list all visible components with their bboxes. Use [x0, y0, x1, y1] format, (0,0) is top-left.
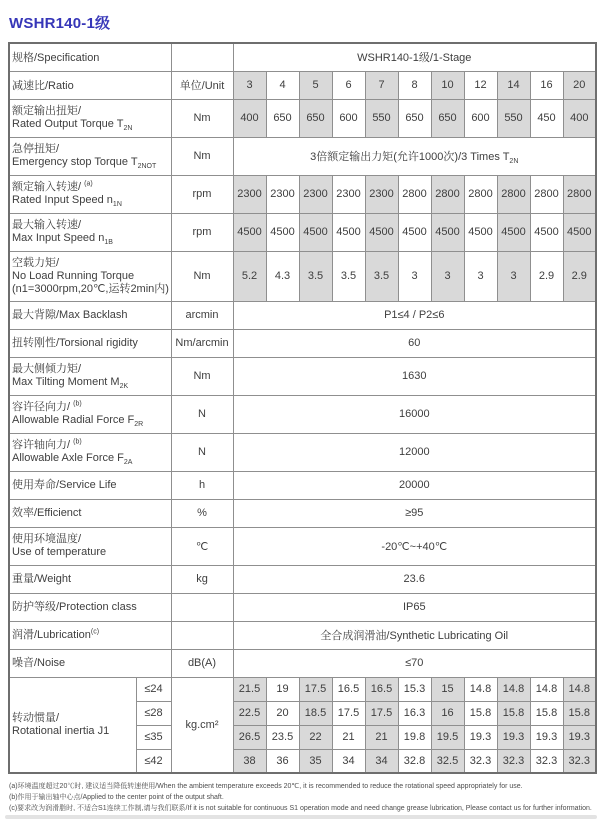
row-label-weight: [9, 565, 171, 593]
value-cell: 4500: [530, 213, 563, 251]
text-span: 最大侧倾力矩/: [12, 363, 82, 375]
inertia-value-cell: 17.5: [299, 677, 332, 701]
row-service-life: [9, 471, 596, 499]
label-line: [12, 181, 169, 194]
row-protection-class: [9, 593, 596, 621]
page-title: WSHR140-1级: [9, 15, 111, 32]
text-span: Max Input Speed n: [12, 232, 105, 244]
inertia-cond-cell: ≤35: [136, 725, 171, 749]
inertia-value-cell: 15.8: [464, 701, 497, 725]
page-bottom-divider: [5, 815, 597, 819]
text-span: 最大背隙/Max Backlash: [12, 308, 128, 321]
inertia-unit-cell: kg.cm²: [171, 677, 233, 773]
row-unit: h: [171, 471, 233, 499]
text-span: 防护等级/Protection class: [12, 600, 137, 613]
value-cell: 3: [497, 251, 530, 301]
ratio-header-cell: 7: [365, 71, 398, 99]
text-span: 额定输入转速/: [12, 181, 85, 193]
superscript-marker: (c): [90, 627, 100, 635]
inertia-value-cell: 32.8: [398, 749, 431, 773]
inertia-row: [9, 677, 596, 701]
label-line: [12, 257, 169, 270]
row-max-tilting-moment: [9, 357, 596, 395]
text-span: 使用环境温度/: [12, 533, 82, 545]
ratio-header-cell: 5: [299, 71, 332, 99]
ratio-header-cell: 12: [464, 71, 497, 99]
value-cell: 2.9: [530, 251, 563, 301]
label-line: [12, 546, 169, 559]
value-cell: 400: [563, 99, 596, 137]
text-span: Use of temperature: [12, 546, 107, 558]
text-span: 20000: [398, 479, 430, 491]
label-line: [12, 533, 169, 546]
row-unit: Nm: [171, 99, 233, 137]
text-span: 容许轴向力/: [12, 439, 74, 451]
value-cell: 4500: [299, 213, 332, 251]
text-span: 12000: [398, 446, 430, 458]
inertia-value-cell: 23.5: [266, 725, 299, 749]
row-lubrication: [9, 621, 596, 649]
text-span: 23.6: [403, 573, 425, 585]
text-span: Allowable Axle Force F: [12, 452, 124, 464]
text-span: 16000: [398, 408, 430, 420]
footnote-c: (c)要求改为润滑脂时, 不适合S1连续工作制,请与我们联系/If it is not suitable for continuous S1 operation mode and need change grease lubrication, Please contact us for further information.: [9, 805, 592, 812]
text-span: (n1=3000rpm,20℃,运转2min内): [12, 282, 169, 295]
row-label-use-of-temperature: [9, 527, 171, 565]
row-label-rated-input-speed: [9, 175, 171, 213]
row-label-torsional-rigidity: [9, 329, 171, 357]
value-cell: 650: [431, 99, 464, 137]
text-span: 容许径向力/: [12, 401, 74, 413]
value-cell: 4500: [266, 213, 299, 251]
label-line: [12, 219, 169, 232]
subscript: 2A: [123, 459, 133, 467]
value-cell: 600: [332, 99, 365, 137]
merged-value-cell: [233, 527, 596, 565]
row-unit: Nm: [171, 251, 233, 301]
spec-row-unit-cell: [171, 43, 233, 71]
value-cell: 3: [431, 251, 464, 301]
label-line: [12, 601, 169, 614]
inertia-value-cell: 32.5: [431, 749, 464, 773]
inertia-value-cell: 32.3: [497, 749, 530, 773]
ratio-header-cell: 20: [563, 71, 596, 99]
label-line: [12, 270, 169, 283]
subscript: 2N: [509, 158, 519, 166]
row-unit: Nm/arcmin: [171, 329, 233, 357]
text-span: ≥95: [405, 507, 424, 519]
inertia-value-cell: 16.5: [365, 677, 398, 701]
ratio-header-cell: 16: [530, 71, 563, 99]
text-span: 最大输入转速/: [12, 219, 82, 231]
row-unit: %: [171, 499, 233, 527]
value-cell: 4.3: [266, 251, 299, 301]
ratio-header-cell: 4: [266, 71, 299, 99]
label-line: [12, 414, 169, 427]
text-span: Rotational inertia J1: [12, 724, 110, 737]
value-cell: 2800: [497, 175, 530, 213]
row-label-rated-output-torque: [9, 99, 171, 137]
value-cell: 650: [398, 99, 431, 137]
value-cell: 4500: [464, 213, 497, 251]
row-label-max-tilting-moment: [9, 357, 171, 395]
subscript: 1N: [112, 201, 122, 209]
ratio-header-cell: 3: [233, 71, 266, 99]
value-cell: 4500: [431, 213, 464, 251]
subscript: 2R: [134, 421, 144, 429]
row-unit: rpm: [171, 175, 233, 213]
row-label-max-input-speed: [9, 213, 171, 251]
text-span: 噪音/Noise: [12, 656, 66, 669]
text-span: -20℃~+40℃: [381, 540, 448, 553]
inertia-value-cell: 34: [332, 749, 365, 773]
inertia-value-cell: 16: [431, 701, 464, 725]
row-label-max-backlash: [9, 301, 171, 329]
ratio-header-cell: 10: [431, 71, 464, 99]
inertia-value-cell: 15.8: [530, 701, 563, 725]
inertia-value-cell: 16.3: [398, 701, 431, 725]
unit-header: 单位/Unit: [171, 71, 233, 99]
inertia-value-cell: 22.5: [233, 701, 266, 725]
merged-value-cell: [233, 395, 596, 433]
value-cell: 4500: [233, 213, 266, 251]
inertia-value-cell: 17.5: [365, 701, 398, 725]
inertia-value-cell: 26.5: [233, 725, 266, 749]
row-label-lubrication: [9, 621, 171, 649]
inertia-value-cell: 14.8: [530, 677, 563, 701]
spec-row-label: 规格/Specification: [9, 43, 171, 71]
label-line: [12, 657, 169, 670]
value-cell: 2800: [431, 175, 464, 213]
label-line: [12, 118, 169, 131]
row-rated-input-speed: [9, 175, 596, 213]
value-cell: 2300: [365, 175, 398, 213]
inertia-value-cell: 38: [233, 749, 266, 773]
merged-value-cell: [233, 433, 596, 471]
label-line: [12, 156, 169, 169]
value-cell: 4500: [332, 213, 365, 251]
label-line: [12, 337, 169, 350]
label-line: [12, 143, 169, 156]
value-cell: 3.5: [365, 251, 398, 301]
text-span: ≤70: [405, 657, 424, 669]
value-cell: 550: [497, 99, 530, 137]
row-noise: [9, 649, 596, 677]
merged-value-cell: [233, 621, 596, 649]
merged-value-cell: [233, 301, 596, 329]
value-cell: 3: [464, 251, 497, 301]
row-unit: ℃: [171, 527, 233, 565]
text-span: 重量/Weight: [12, 572, 72, 585]
label-line: [12, 232, 169, 245]
row-label-efficiency: [9, 499, 171, 527]
value-cell: 2800: [398, 175, 431, 213]
inertia-value-cell: 15.8: [563, 701, 596, 725]
merged-value-cell: [233, 499, 596, 527]
row-max-backlash: [9, 301, 596, 329]
inertia-value-cell: 20: [266, 701, 299, 725]
text-span: 额定输出扭矩/: [12, 105, 82, 117]
row-allowable-radial-force: [9, 395, 596, 433]
ratio-row-label: 减速比/Ratio: [9, 71, 171, 99]
footnote-b: (b)作用于输出轴中心点/Applied to the center point of the output shaft.: [9, 794, 224, 801]
inertia-value-cell: 19.3: [563, 725, 596, 749]
value-cell: 3.5: [299, 251, 332, 301]
subscript: 2NOT: [137, 163, 157, 171]
inertia-value-cell: 32.3: [530, 749, 563, 773]
text-span: 润滑/Lubrication: [12, 628, 91, 641]
text-span: 全合成润滑油/Synthetic Lubricating Oil: [320, 630, 509, 642]
inertia-value-cell: 19.3: [464, 725, 497, 749]
value-cell: 600: [464, 99, 497, 137]
row-unit: N: [171, 433, 233, 471]
row-unit: rpm: [171, 213, 233, 251]
label-line: [12, 363, 169, 376]
text-span: P1≤4 / P2≤6: [384, 309, 445, 321]
value-cell: 4500: [497, 213, 530, 251]
text-span: Allowable Radial Force F: [12, 414, 135, 426]
text-span: Emergency stop Torque T: [12, 156, 138, 168]
row-max-input-speed: [9, 213, 596, 251]
inertia-value-cell: 21.5: [233, 677, 266, 701]
label-line: [12, 712, 134, 725]
label-line: [12, 439, 169, 452]
label-line: [12, 629, 169, 642]
row-unit: [171, 621, 233, 649]
row-unit: dB(A): [171, 649, 233, 677]
spec-table: [8, 42, 597, 774]
inertia-value-cell: 21: [332, 725, 365, 749]
merged-value-cell: [233, 649, 596, 677]
row-label-noise: [9, 649, 171, 677]
row-unit: arcmin: [171, 301, 233, 329]
merged-value-cell: [233, 565, 596, 593]
footnote-a: (a)环境温度超过20℃时, 建议适当降低转速使用/When the ambient temperature exceeds 20℃, it is recommended to reduce the rotational speed appropriately for use.: [9, 783, 523, 790]
subscript: 1B: [104, 239, 113, 247]
text-span: 扭转刚性/Torsional rigidity: [12, 336, 138, 349]
row-unit: Nm: [171, 137, 233, 175]
inertia-cond-cell: ≤24: [136, 677, 171, 701]
inertia-value-cell: 19.5: [431, 725, 464, 749]
value-cell: 650: [266, 99, 299, 137]
inertia-value-cell: 34: [365, 749, 398, 773]
row-rated-output-torque: [9, 99, 596, 137]
label-line: [12, 479, 169, 492]
text-span: Rated Output Torque T: [12, 118, 124, 130]
label-line: [12, 376, 169, 389]
inertia-value-cell: 22: [299, 725, 332, 749]
inertia-value-cell: 32.3: [563, 749, 596, 773]
text-span: Max Tilting Moment M: [12, 376, 120, 388]
value-cell: 650: [299, 99, 332, 137]
inertia-value-cell: 15.8: [497, 701, 530, 725]
value-cell: 400: [233, 99, 266, 137]
text-span: 急停扭矩/: [12, 143, 60, 155]
value-cell: 550: [365, 99, 398, 137]
row-label-service-life: [9, 471, 171, 499]
text-span: 3倍额定输出力矩(允许1000次)/3 Times T: [310, 151, 510, 163]
row-efficiency: [9, 499, 596, 527]
spec-table-body: [9, 43, 596, 773]
inertia-value-cell: 17.5: [332, 701, 365, 725]
merged-value-cell: [233, 593, 596, 621]
value-cell: 3.5: [332, 251, 365, 301]
row-allowable-axle-force: [9, 433, 596, 471]
value-cell: 2300: [299, 175, 332, 213]
inertia-value-cell: 15: [431, 677, 464, 701]
superscript-marker: (a): [84, 180, 93, 188]
value-cell: 2300: [266, 175, 299, 213]
value-cell: 3: [398, 251, 431, 301]
row-emergency-stop-torque: [9, 137, 596, 175]
value-cell: 450: [530, 99, 563, 137]
row-label-allowable-axle-force: [9, 433, 171, 471]
row-label-protection-class: [9, 593, 171, 621]
label-line: [12, 573, 169, 586]
row-torsional-rigidity: [9, 329, 596, 357]
text-span: IP65: [402, 601, 426, 613]
row-label-allowable-radial-force: [9, 395, 171, 433]
value-cell: 4500: [365, 213, 398, 251]
label-line: [12, 507, 169, 520]
text-span: Rated Input Speed n: [12, 194, 113, 206]
text-span: 60: [408, 337, 421, 349]
inertia-value-cell: 19: [266, 677, 299, 701]
spec-row-value: WSHR140-1级/1-Stage: [233, 43, 596, 71]
superscript-marker: (b): [73, 438, 82, 446]
label-line: [12, 452, 169, 465]
row-label-no-load-running-torque: [9, 251, 171, 301]
text-span: 使用寿命/Service Life: [12, 478, 117, 491]
row-unit: kg: [171, 565, 233, 593]
subscript: 2N: [123, 125, 133, 133]
ratio-header-cell: 6: [332, 71, 365, 99]
ratio-row: [9, 71, 596, 99]
inertia-cond-cell: ≤28: [136, 701, 171, 725]
inertia-cond-cell: ≤42: [136, 749, 171, 773]
label-line: [12, 401, 169, 414]
value-cell: 4500: [563, 213, 596, 251]
value-cell: 2.9: [563, 251, 596, 301]
label-line: [12, 309, 169, 322]
row-use-of-temperature: [9, 527, 596, 565]
label-line: [12, 105, 169, 118]
row-label-emergency-stop-torque: [9, 137, 171, 175]
ratio-header-cell: 14: [497, 71, 530, 99]
label-line: [12, 283, 169, 296]
merged-value-cell: [233, 357, 596, 395]
spec-row: [9, 43, 596, 71]
merged-value-cell: [233, 137, 596, 175]
inertia-value-cell: 14.8: [497, 677, 530, 701]
inertia-value-cell: 18.5: [299, 701, 332, 725]
inertia-value-cell: 32.3: [464, 749, 497, 773]
inertia-value-cell: 19.3: [530, 725, 563, 749]
label-line: [12, 194, 169, 207]
label-line: [12, 725, 134, 738]
inertia-value-cell: 14.8: [464, 677, 497, 701]
inertia-value-cell: 16.5: [332, 677, 365, 701]
inertia-label: [9, 677, 136, 773]
value-cell: 2300: [332, 175, 365, 213]
text-span: 空载力矩/: [12, 256, 60, 269]
subscript: 2K: [119, 383, 129, 391]
inertia-value-cell: 14.8: [563, 677, 596, 701]
merged-value-cell: [233, 329, 596, 357]
row-unit: N: [171, 395, 233, 433]
inertia-value-cell: 36: [266, 749, 299, 773]
row-weight: [9, 565, 596, 593]
inertia-value-cell: 15.3: [398, 677, 431, 701]
inertia-value-cell: 35: [299, 749, 332, 773]
ratio-header-cell: 8: [398, 71, 431, 99]
merged-value-cell: [233, 471, 596, 499]
inertia-value-cell: 19.8: [398, 725, 431, 749]
value-cell: 2800: [563, 175, 596, 213]
value-cell: 4500: [398, 213, 431, 251]
row-no-load-running-torque: [9, 251, 596, 301]
inertia-value-cell: 19.3: [497, 725, 530, 749]
value-cell: 2800: [530, 175, 563, 213]
value-cell: 5.2: [233, 251, 266, 301]
text-span: 1630: [402, 370, 427, 382]
inertia-value-cell: 21: [365, 725, 398, 749]
footnotes: [9, 781, 594, 814]
text-span: 转动惯量/: [12, 711, 60, 724]
value-cell: 2300: [233, 175, 266, 213]
text-span: No Load Running Torque: [12, 269, 135, 282]
row-unit: [171, 593, 233, 621]
row-unit: Nm: [171, 357, 233, 395]
value-cell: 2800: [464, 175, 497, 213]
superscript-marker: (b): [73, 400, 82, 408]
text-span: 效率/Efficienct: [12, 506, 82, 519]
